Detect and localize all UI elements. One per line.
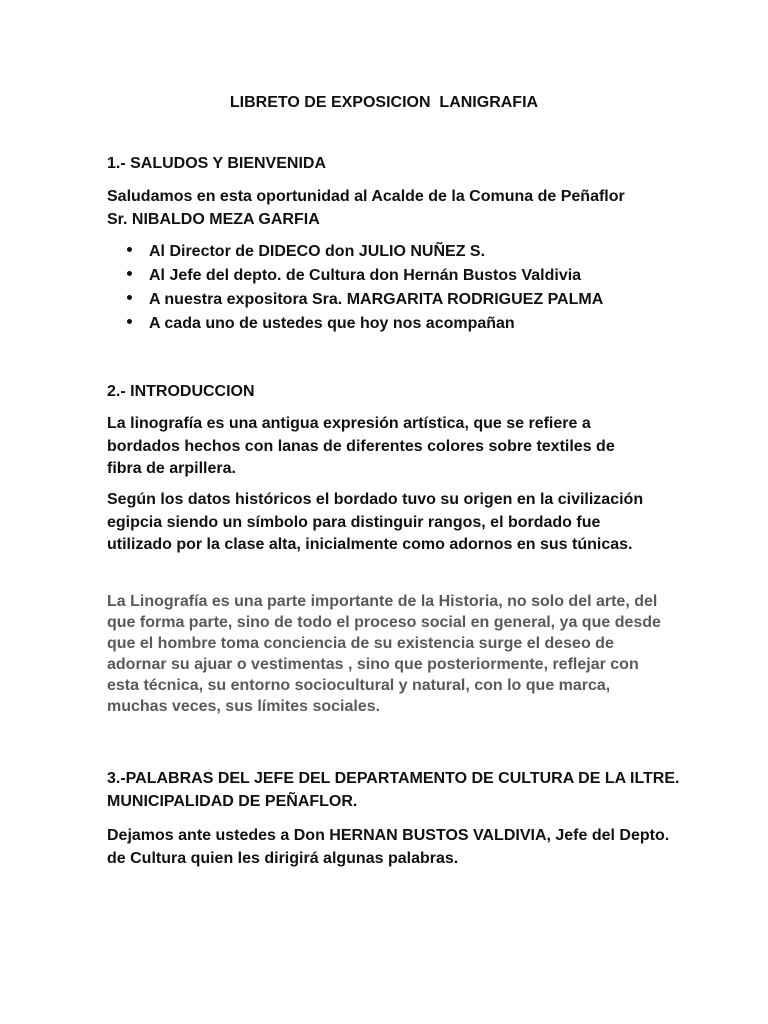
section-2-heading: 2.- INTRODUCCION [107,383,255,400]
section-2-paragraph-3: La Linografía es una parte importante de la Historia, no solo del arte, del que forma parte, sino de todo el proceso social en general, ya que desde que el hombre toma conciencia de su existencia surge el deseo de adornar su ajuar o vestimentas , sino que posteriormente, reflejar con esta técnica, su entorno sociocultural y natural, con lo que marca, muchas veces, sus límites sociales. [107,593,661,715]
section-2-paragraph-2: Según los datos históricos el bordado tuvo su origen en la civilización egipcia siendo un símbolo para distinguir rangos, el bordado fue utilizado por la clase alta, inicialmente como adornos en sus túnicas. [107,491,644,553]
greetings-list [127,240,603,336]
list-item: Al Director de DIDECO don JULIO NUÑEZ S. [127,240,603,264]
section-2-paragraph-1: La linografía es una antigua expresión artística, que se refiere a bordados hechos con lanas de diferentes colores sobre textiles de fibra de arpillera. [107,415,615,477]
list-item: A cada uno de ustedes que hoy nos acompañan [127,312,603,336]
list-item: Al Jefe del depto. de Cultura don Hernán Bustos Valdivia [127,264,603,288]
bullet-icon [127,295,132,300]
section-3-paragraph: Dejamos ante ustedes a Don HERNAN BUSTOS VALDIVIA, Jefe del Depto. de Cultura quien les dirigirá algunas palabras. [107,827,670,867]
bullet-icon [127,247,132,252]
document-title: LIBRETO DE EXPOSICION LANIGRAFIA [229,94,539,111]
list-item: A nuestra expositora Sra. MARGARITA RODRIGUEZ PALMA [127,288,603,312]
section-3-heading: 3.-PALABRAS DEL JEFE DEL DEPARTAMENTO DE CULTURA DE LA ILTRE. MUNICIPALIDAD DE PEÑAFLOR. [107,770,680,810]
bullet-icon [127,319,132,324]
section-1-heading: 1.- SALUDOS Y BIENVENIDA [107,155,327,172]
bullet-icon [127,271,132,276]
section-1-intro: Saludamos en esta oportunidad al Acalde de la Comuna de Peñaflor Sr. NIBALDO MEZA GARFIA [107,188,625,228]
